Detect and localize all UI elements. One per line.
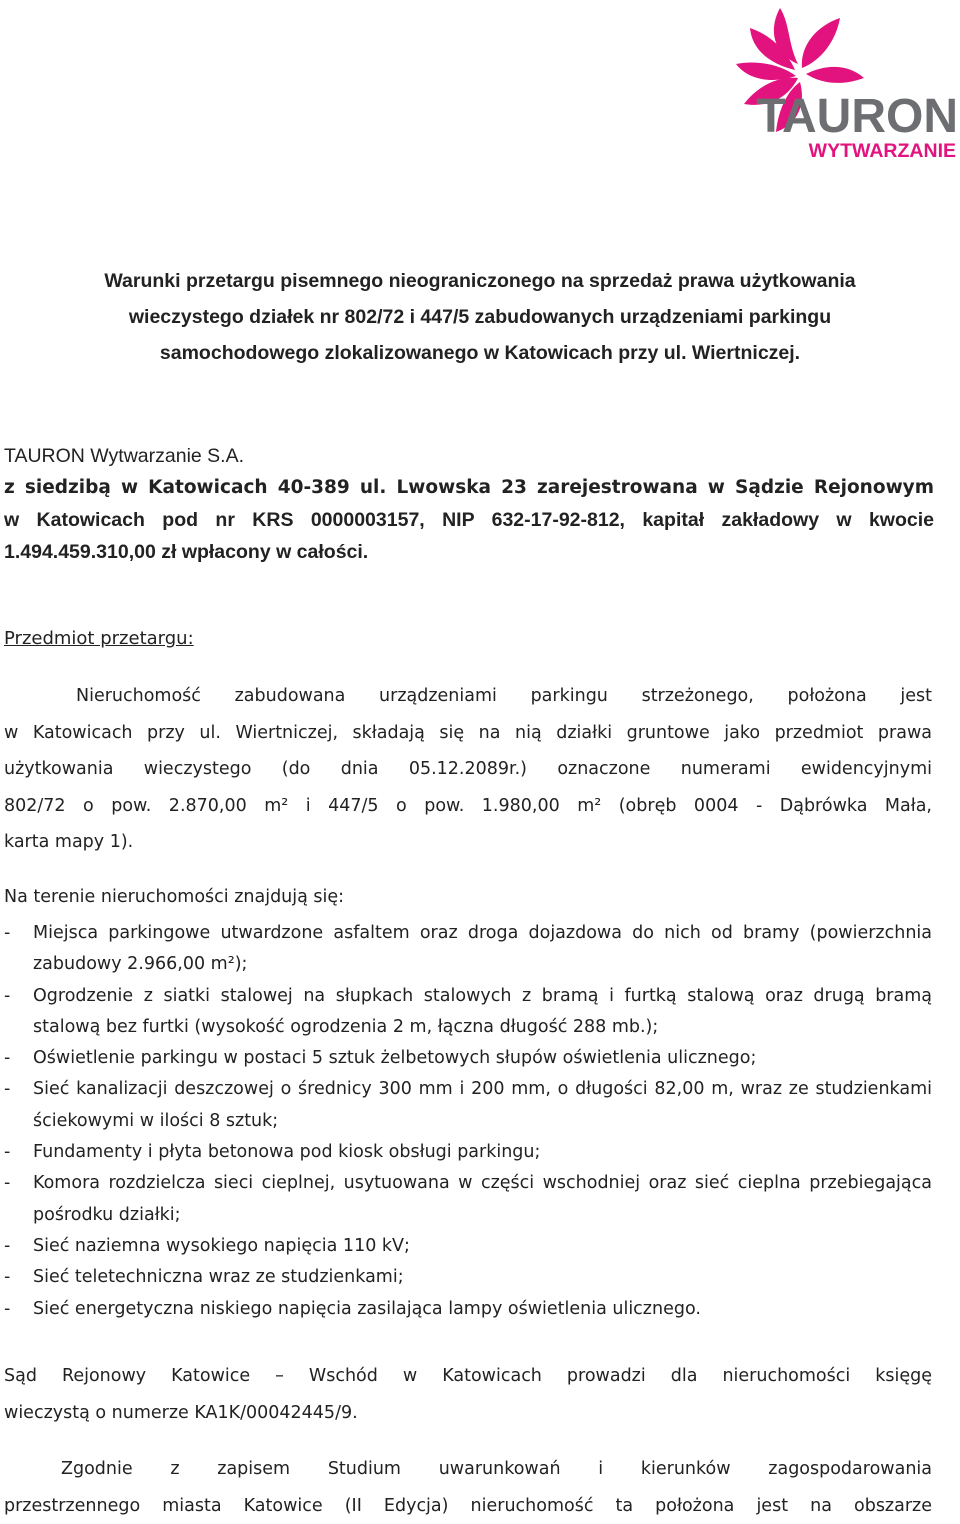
list-item: - Komora rozdzielcza sieci cieplnej, usytuowana w części wschodniej oraz sieć cieplna przebiegająca pośrodku działki;	[4, 1168, 932, 1231]
study-line-2: przestrzennego miasta Katowice (II Edycja) nieruchomość ta położona jest na obszarze	[4, 1488, 932, 1524]
list-item: - Sieć teletechniczna wraz ze studzienkami;	[4, 1262, 932, 1293]
court-line-2: wieczystą o numerze KA1K/00042445/9.	[4, 1395, 932, 1432]
company-info	[4, 440, 934, 568]
dash-bullet: -	[4, 1137, 10, 1168]
subject-line-3: użytkowania wieczystego (do dnia 05.12.2089r.) oznaczone numerami ewidencyjnymi	[4, 751, 932, 788]
logo-sub: WYTWARZANIE	[809, 140, 956, 162]
facilities-list	[4, 918, 932, 1325]
dash-bullet: -	[4, 1074, 10, 1105]
zoning-study-info	[4, 1451, 932, 1524]
list-item: - Sieć energetyczna niskiego napięcia zasilająca lampy oświetlenia ulicznego.	[4, 1294, 932, 1325]
list-item: - Sieć naziemna wysokiego napięcia 110 kV;	[4, 1231, 932, 1262]
facilities-intro: Na terenie nieruchomości znajdują się:	[4, 882, 932, 914]
subject-line-1: Nieruchomość zabudowana urządzeniami parkingu strzeżonego, położona jest	[4, 678, 932, 715]
logo-brand: TAURON	[756, 90, 958, 143]
subject-line-2: w Katowicach przy ul. Wiertniczej, składają się na nią działki gruntowe jako przedmiot prawa	[4, 715, 932, 752]
tauron-logo-graphic	[630, 4, 960, 164]
company-name: TAURON Wytwarzanie S.A.	[4, 440, 934, 472]
document-title	[40, 263, 920, 371]
subject-heading: Przedmiot przetargu:	[4, 624, 194, 654]
dash-bullet: -	[4, 1294, 10, 1325]
list-item: - Oświetlenie parkingu w postaci 5 sztuk żelbetowych słupów oświetlenia ulicznego;	[4, 1043, 932, 1074]
subject-description	[4, 678, 932, 861]
company-capital: 1.494.459.310,00 zł wpłacony w całości.	[4, 536, 934, 568]
title-line-3: samochodowego zlokalizowanego w Katowicach przy ul. Wiertniczej.	[40, 335, 920, 371]
land-register-info	[4, 1358, 932, 1431]
list-item: - Fundamenty i płyta betonowa pod kiosk obsługi parkingu;	[4, 1137, 932, 1168]
dash-bullet: -	[4, 981, 10, 1012]
dash-bullet: -	[4, 918, 10, 949]
dash-bullet: -	[4, 1168, 10, 1199]
dash-bullet: -	[4, 1262, 10, 1293]
list-item: - Ogrodzenie z siatki stalowej na słupkach stalowych z bramą i furtką stalową oraz drugą bramą stalową bez furtki (wysokość ogrodzenia 2 m, łączna długość 288 mb.);	[4, 981, 932, 1044]
company-registration: w Katowicach pod nr KRS 0000003157, NIP 632-17-92-812, kapitał zakładowy w kwocie	[4, 504, 934, 536]
company-address: z siedzibą w Katowicach 40-389 ul. Lwowska 23 zarejestrowana w Sądzie Rejonowym	[4, 472, 934, 504]
study-line-1: Zgodnie z zapisem Studium uwarunkowań i kierunków zagospodarowania	[4, 1451, 932, 1488]
dash-bullet: -	[4, 1043, 10, 1074]
subject-line-4: 802/72 o pow. 2.870,00 m² i 447/5 o pow. 1.980,00 m² (obręb 0004 - Dąbrówka Mała,	[4, 788, 932, 825]
dash-bullet: -	[4, 1231, 10, 1262]
court-line-1: Sąd Rejonowy Katowice – Wschód w Katowicach prowadzi dla nieruchomości księgę	[4, 1358, 932, 1395]
title-line-1: Warunki przetargu pisemnego nieograniczonego na sprzedaż prawa użytkowania	[40, 263, 920, 299]
subject-line-5: karta mapy 1).	[4, 824, 932, 861]
list-item: - Miejsca parkingowe utwardzone asfaltem oraz droga dojazdowa do nich od bramy (powierzchnia zabudowy 2.966,00 m²);	[4, 918, 932, 981]
list-item: - Sieć kanalizacji deszczowej o średnicy 300 mm i 200 mm, o długości 82,00 m, wraz ze studzienkami ściekowymi w ilości 8 sztuk;	[4, 1074, 932, 1137]
title-line-2: wieczystego działek nr 802/72 i 447/5 zabudowanych urządzeniami parkingu	[40, 299, 920, 335]
tauron-logo	[630, 4, 960, 164]
